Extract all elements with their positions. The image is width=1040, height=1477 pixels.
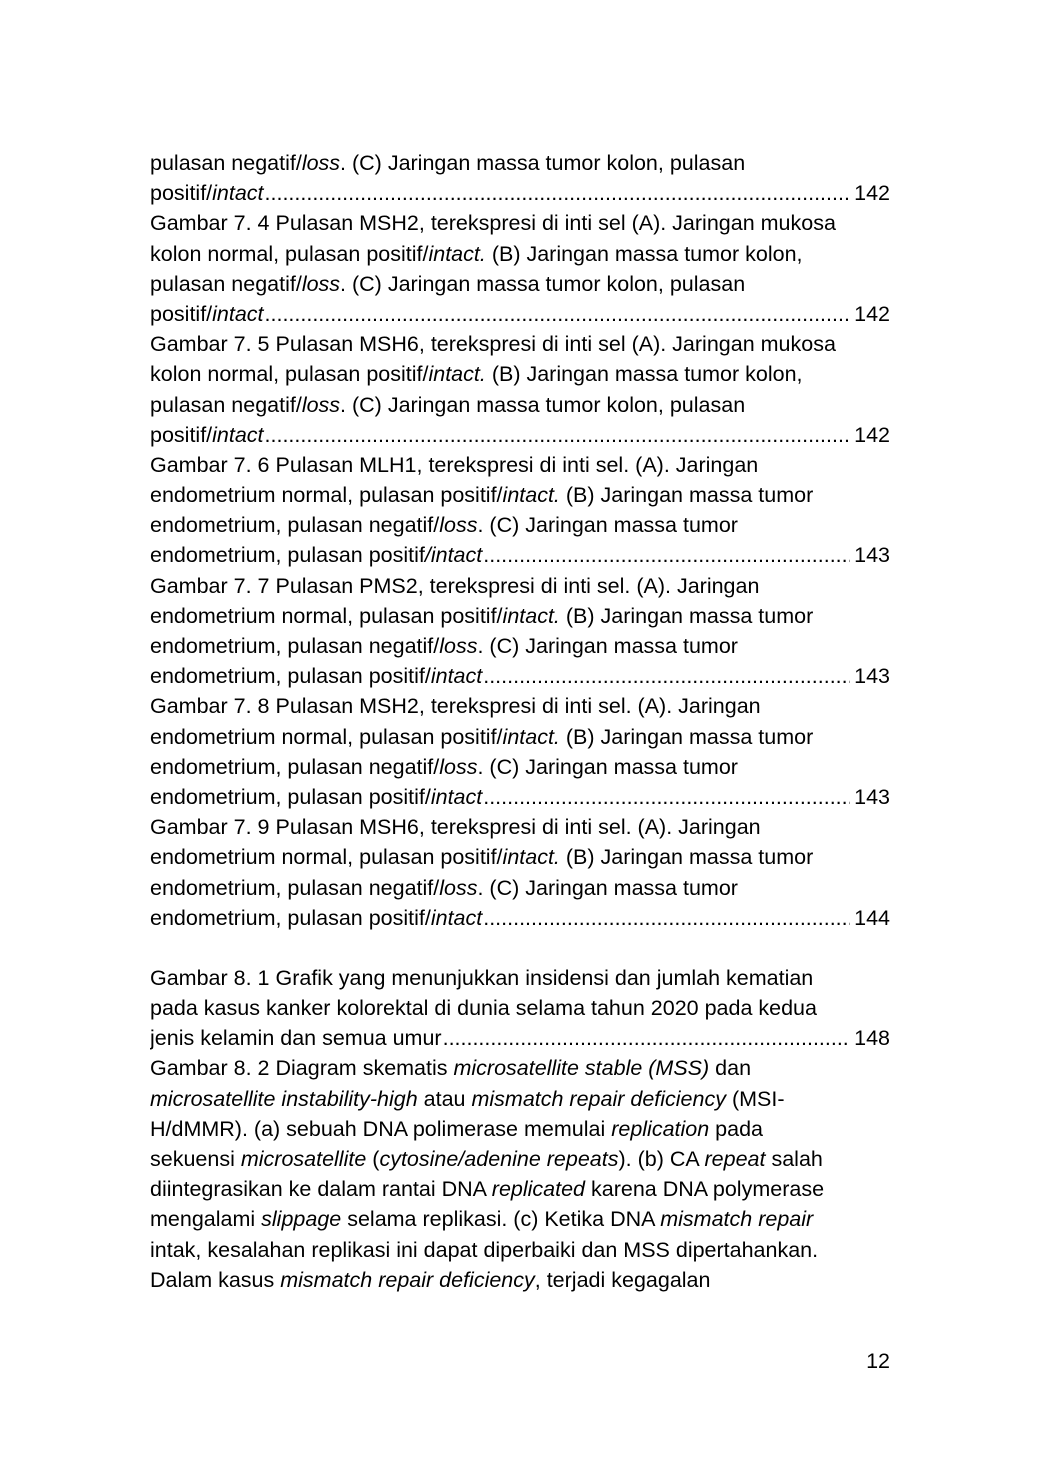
text-segment: endometrium, pulasan negatif/ [150, 634, 440, 658]
italic-term: intact. [502, 483, 560, 508]
entry-line [150, 1053, 890, 1083]
text-segment: H/dMMR). (a) sebuah DNA polimerase memulai [150, 1116, 612, 1141]
italic-term: loss [439, 634, 478, 658]
italic-term: loss [301, 151, 341, 175]
italic-term: intact [212, 422, 264, 447]
text-segment: diintegrasikan ke dalam rantai DNA [150, 1177, 492, 1202]
italic-term: /intact [424, 543, 483, 568]
text-segment: ( [366, 1147, 380, 1171]
text-segment: endometrium normal, pulasan positif/ [150, 845, 503, 870]
italic-term: mismatch repair [660, 1207, 814, 1232]
toc-entry[interactable] [150, 329, 890, 450]
text-segment: pulasan negatif/ [150, 392, 302, 417]
toc-entry[interactable] [150, 148, 890, 208]
italic-term: intact. [502, 724, 560, 749]
entry-last-text [150, 420, 264, 450]
text-segment: Gambar 7. 4 Pulasan MSH2, terekspresi di inti sel (A). Jaringan mukosa [150, 211, 836, 236]
text-segment: karena DNA polymerase [585, 1177, 825, 1202]
entry-line [150, 1114, 890, 1144]
text-segment: . (C) Jaringan massa tumor [477, 875, 738, 900]
text-segment: Gambar 8. 2 Diagram skematis [150, 1056, 454, 1081]
text-segment: endometrium, pulasan positif/ [150, 784, 431, 809]
text-segment: positif/ [150, 301, 213, 326]
text-segment: . (C) Jaringan massa tumor [477, 513, 738, 538]
entry-line [150, 571, 890, 601]
italic-term: loss [439, 513, 478, 538]
text-segment: Gambar 7. 9 Pulasan MSH6, terekspresi di inti sel. (A). Jaringan [150, 815, 761, 840]
toc-list-of-figures [150, 148, 890, 1295]
entry-line [150, 752, 890, 782]
text-segment: . (C) Jaringan massa tumor kolon, pulasan [340, 392, 746, 417]
text-segment: (B) Jaringan massa tumor kolon, [485, 241, 803, 266]
entry-last-text [150, 540, 482, 570]
entry-line [150, 722, 890, 752]
text-segment: Gambar 7. 5 Pulasan MSH6, terekspresi di inti sel (A). Jaringan mukosa [150, 332, 836, 357]
entry-leader-line [150, 540, 890, 570]
entry-last-text [150, 782, 482, 812]
text-segment: Gambar 7. 6 Pulasan MLH1, terekspresi di inti sel. (A). Jaringan [150, 452, 759, 477]
dot-leader [483, 782, 850, 812]
text-segment: . (C) Jaringan massa tumor kolon, pulasan [340, 271, 746, 296]
italic-term: loss [301, 392, 341, 417]
dot-leader [483, 903, 850, 933]
text-segment: (B) Jaringan massa tumor [559, 724, 814, 749]
entry-last-text [150, 903, 482, 933]
entry-leader-line [150, 661, 890, 691]
italic-term: slippage [261, 1207, 342, 1232]
entry-page-number: 143 [854, 543, 890, 568]
text-segment: . (C) Jaringan massa tumor [477, 634, 738, 658]
entry-line [150, 812, 890, 842]
entry-page-number: 148 [854, 1026, 890, 1051]
entry-line [150, 842, 890, 872]
text-segment: dan [709, 1056, 752, 1081]
italic-term: loss [439, 875, 478, 900]
text-segment: (B) Jaringan massa tumor [559, 603, 814, 628]
text-segment: endometrium, pulasan positif [150, 543, 425, 568]
text-segment: . (C) Jaringan massa tumor kolon, pulasan [340, 151, 746, 175]
entry-leader-line [150, 178, 890, 208]
italic-term: replicated [491, 1177, 586, 1202]
entry-line [150, 691, 890, 721]
text-segment: endometrium normal, pulasan positif/ [150, 603, 503, 628]
entry-leader-line [150, 903, 890, 933]
text-segment: endometrium normal, pulasan positif/ [150, 483, 503, 508]
entry-line [150, 239, 890, 269]
text-segment: endometrium, pulasan negatif/ [150, 754, 440, 779]
italic-term: replication [611, 1116, 710, 1141]
entry-line [150, 601, 890, 631]
dot-leader [265, 178, 851, 208]
entry-page-number: 142 [854, 301, 890, 326]
italic-term: mismatch repair deficiency [471, 1086, 726, 1111]
italic-term: microsatellite stable (MSS) [453, 1056, 710, 1081]
italic-term: intact [212, 181, 264, 206]
toc-entry[interactable] [150, 450, 890, 571]
dot-leader [265, 420, 851, 450]
entry-last-text [150, 661, 482, 691]
entry-page-number: 144 [854, 905, 890, 930]
text-segment: Dalam kasus [150, 1267, 281, 1292]
entry-page-number: 143 [854, 664, 890, 689]
entry-page-number: 142 [854, 181, 890, 206]
text-segment: pulasan negatif/ [150, 151, 302, 175]
entry-line [150, 359, 890, 389]
italic-term: mismatch repair deficiency [280, 1267, 535, 1292]
italic-term: intact. [428, 241, 486, 266]
italic-term: intact [430, 784, 483, 809]
toc-entry[interactable] [150, 1053, 890, 1295]
entry-last-text [150, 299, 264, 329]
text-segment: sekuensi [150, 1147, 241, 1171]
entry-line [150, 993, 890, 1023]
text-segment: (B) Jaringan massa tumor [559, 845, 814, 870]
italic-term: intact [212, 301, 264, 326]
entry-last-text [150, 178, 264, 208]
text-segment: kolon normal, pulasan positif/ [150, 241, 429, 266]
entry-line [150, 450, 890, 480]
text-segment: endometrium, pulasan positif/ [150, 905, 431, 930]
page-number: 12 [866, 1349, 890, 1373]
entry-last-text [150, 1023, 442, 1053]
entry-line [150, 873, 890, 903]
text-segment: , terjadi kegagalan [534, 1267, 711, 1292]
text-segment: mengalami [150, 1207, 262, 1232]
entry-line [150, 631, 890, 661]
entry-line [150, 510, 890, 540]
text-segment: ). (b) CA [618, 1147, 705, 1171]
entry-page-number: 143 [854, 784, 890, 809]
entry-leader-line [150, 782, 890, 812]
text-segment: pada kasus kanker kolorektal di dunia selama tahun 2020 pada kedua [150, 996, 817, 1021]
text-segment: pulasan negatif/ [150, 271, 302, 296]
entry-line [150, 390, 890, 420]
toc-entry[interactable] [150, 812, 890, 933]
toc-entry[interactable] [150, 691, 890, 812]
italic-term: intact. [428, 362, 486, 387]
entry-line [150, 1084, 890, 1114]
text-segment: Gambar 7. 7 Pulasan PMS2, terekspresi di inti sel. (A). Jaringan [150, 573, 760, 598]
text-segment: kolon normal, pulasan positif/ [150, 362, 429, 387]
text-segment: jenis kelamin dan semua umur [150, 1026, 442, 1051]
entry-line [150, 148, 890, 178]
entry-line [150, 1204, 890, 1234]
dot-leader [483, 540, 850, 570]
text-segment: endometrium, pulasan negatif/ [150, 875, 440, 900]
text-segment: endometrium, pulasan negatif/ [150, 513, 440, 538]
text-segment: salah [765, 1147, 823, 1171]
entry-line [150, 1235, 890, 1265]
toc-section-chapter-7 [150, 148, 890, 933]
italic-term: microsatellite instability-high [150, 1086, 418, 1111]
text-segment: . (C) Jaringan massa tumor [477, 754, 738, 779]
italic-term: intact [430, 664, 483, 689]
italic-term: repeat [704, 1147, 766, 1171]
text-segment: positif/ [150, 181, 213, 206]
entry-line [150, 1265, 890, 1295]
entry-line [150, 208, 890, 238]
toc-section-chapter-8 [150, 963, 890, 1295]
text-segment: atau [417, 1086, 472, 1111]
dot-leader [265, 299, 851, 329]
italic-term: loss [439, 754, 478, 779]
entry-line [150, 963, 890, 993]
dot-leader [483, 661, 850, 691]
toc-entry[interactable] [150, 571, 890, 692]
italic-term: loss [301, 271, 341, 296]
entry-line [150, 480, 890, 510]
text-segment: (B) Jaringan massa tumor [559, 483, 814, 508]
italic-term: intact [430, 905, 483, 930]
entry-page-number: 142 [854, 422, 890, 447]
italic-term: cytosine/adenine repeats [379, 1147, 619, 1171]
toc-entry[interactable] [150, 963, 890, 1054]
section-gap [150, 933, 890, 963]
text-segment: pada [709, 1116, 764, 1141]
entry-line [150, 1174, 890, 1204]
entry-leader-line [150, 1023, 890, 1053]
entry-leader-line [150, 299, 890, 329]
entry-line [150, 329, 890, 359]
text-segment: selama replikasi. (c) Ketika DNA [341, 1207, 661, 1232]
text-segment: Gambar 7. 8 Pulasan MSH2, terekspresi di inti sel. (A). Jaringan [150, 694, 761, 719]
entry-leader-line [150, 420, 890, 450]
dot-leader [443, 1023, 851, 1053]
italic-term: microsatellite [240, 1147, 367, 1171]
text-segment: Gambar 8. 1 Grafik yang menunjukkan insidensi dan jumlah kematian [150, 965, 814, 990]
toc-entry[interactable] [150, 208, 890, 329]
text-segment: endometrium, pulasan positif/ [150, 664, 431, 689]
text-segment: (MSI- [725, 1086, 785, 1111]
text-segment: positif/ [150, 422, 213, 447]
text-segment: endometrium normal, pulasan positif/ [150, 724, 503, 749]
text-segment: intak, kesalahan replikasi ini dapat diperbaiki dan MSS dipertahankan. [150, 1237, 819, 1262]
text-segment: (B) Jaringan massa tumor kolon, [485, 362, 803, 387]
italic-term: intact. [502, 845, 560, 870]
italic-term: intact. [502, 603, 560, 628]
entry-line [150, 1144, 890, 1174]
entry-line [150, 269, 890, 299]
